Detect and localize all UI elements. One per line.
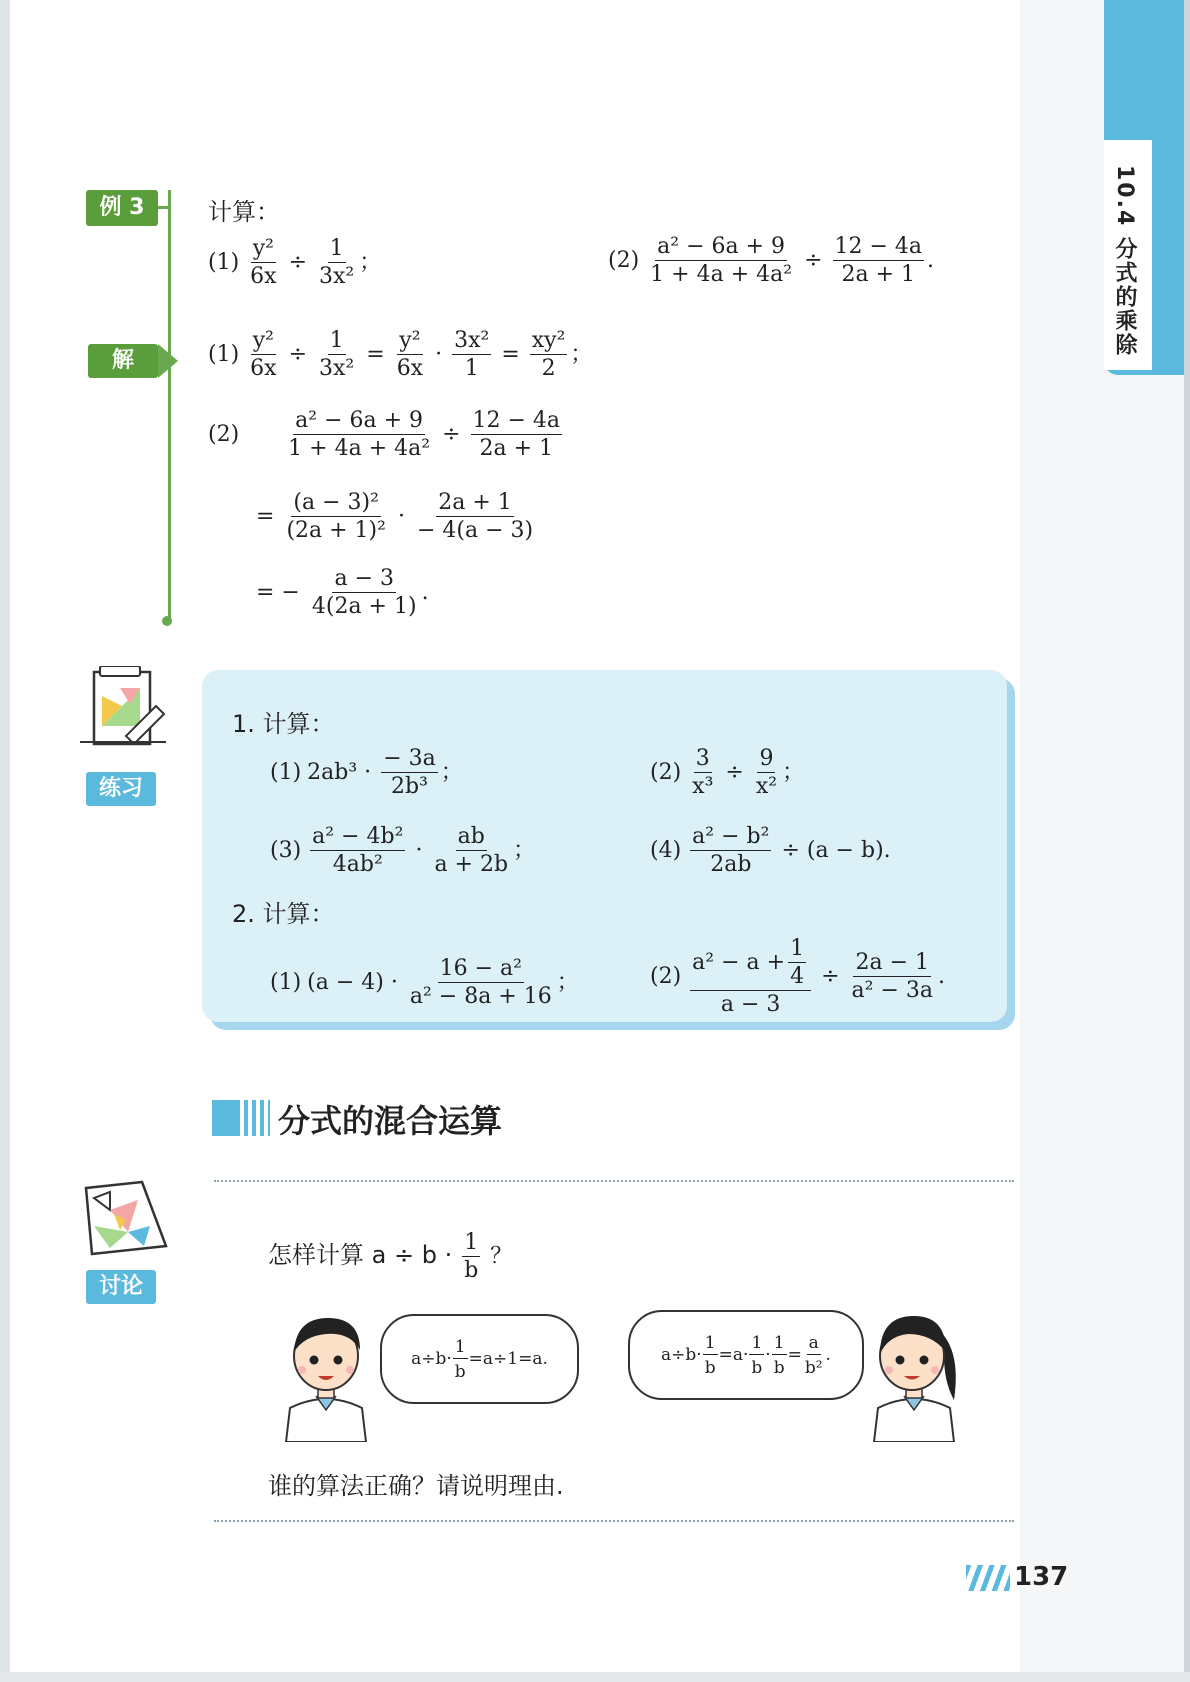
complex-fraction: a² − a + $\frac{1}{4}$ a − 3 <box>690 938 811 1016</box>
page-number-bars <box>966 1565 1010 1591</box>
fraction: $\frac{\text{3x²}}{1}$ <box>454 328 490 381</box>
fraction: $\frac{\text{y²}}{6x}$ <box>250 236 277 289</box>
fraction: $\frac{\text{y²}}{6x}$ <box>396 328 424 381</box>
section-title: 分式的混合运算 <box>278 1102 503 1140</box>
discussion-question: 怎样计算 a ÷ b · $\frac{1}{b}$ ？ <box>268 1230 513 1283</box>
page-right-edge <box>1184 0 1190 1682</box>
example-rule-line <box>168 190 171 622</box>
example-problem-1: (1) $\frac{\text{y²}}{6x}$ ÷ $\frac{1}{\text{3x²}}$ ； <box>208 236 382 289</box>
fraction: $\frac{1}{\text{3x²}}$ <box>319 328 355 381</box>
fraction: $\frac{1}{b}$ <box>773 1332 785 1378</box>
boy-answer: a÷b· $\frac{1}{b}$ =a÷1=a. <box>411 1336 548 1382</box>
fraction: $\frac{\text{a² − 6a + 9}}{\text{1 + 4a + 4a²}}$ <box>288 408 431 461</box>
fraction: $\frac{9}{\text{x²}}$ <box>755 746 778 799</box>
example-badge: 例 3 <box>86 190 158 226</box>
fraction: $\frac{a}{\text{b²}}$ <box>804 1332 823 1378</box>
discussion-tag: 讨论 <box>86 1270 156 1304</box>
fraction: $\frac{\text{y²}}{6x}$ <box>250 328 277 381</box>
fraction: $\frac{1}{\text{3x²}}$ <box>319 236 355 289</box>
fraction: $\frac{\text{a² − 6a + 9}}{\text{1 + 4a + 4a²}}$ <box>650 234 793 287</box>
page-number: 137 <box>1014 1562 1069 1592</box>
discussion-icon <box>80 1176 170 1258</box>
fraction: $\frac{\text{xy²}}{2}$ <box>531 328 566 381</box>
boy-speech-bubble <box>380 1314 579 1404</box>
example-intro: 计算： <box>208 198 280 226</box>
practice-q1-item-4: (4) $\frac{\text{a² − b²}}{2ab}$ ÷ (a − b). <box>650 824 891 877</box>
solution-badge: 解 <box>88 344 158 378</box>
divide-sign: ÷ <box>804 248 823 273</box>
fraction: $\frac{12 - 4a}{2a + 1}$ <box>472 408 561 461</box>
page-left-shadow <box>0 0 10 1682</box>
practice-q2-item-2: (2) a² − a + $\frac{1}{4}$ a − 3 ÷ $\frac{2a - 1}{\text{a² − 3a}}$ . <box>650 936 945 1017</box>
section-divider-top <box>214 1180 1014 1182</box>
chapter-side-label: 10.4 分式的乘除 <box>1112 165 1137 357</box>
solution-step-2-factor: = $\frac{\text{(a − 3)²}}{\text{(2a + 1)²}}$ · $\frac{2a + 1}{- 4(a - 3)}$ <box>256 490 534 543</box>
fraction: $\frac{\text{16 − a²}}{\text{a² − 8a + 16}}$ <box>409 956 552 1009</box>
fraction: $\frac{3}{\text{x³}}$ <box>692 746 714 799</box>
fraction: $\frac{\text{a² − b²}}{2ab}$ <box>692 824 770 877</box>
fraction: $\frac{12 - 4a}{2a + 1}$ <box>834 234 923 287</box>
example-rule-end-dot <box>162 616 172 626</box>
solution-step-2: (2) $\frac{\text{a² − 6a + 9}}{\text{1 + 4a + 4a²}}$ ÷ $\frac{12 - 4a}{2a + 1}$ <box>208 408 561 461</box>
practice-q1-title: 1. 计算： <box>232 710 335 738</box>
section-divider-bottom <box>214 1520 1014 1522</box>
girl-answer: a÷b· $\frac{1}{b}$ =a· $\frac{1}{b}$ · $\frac{1}{b}$ = $\frac{a}{\text{b²}}$ . <box>661 1332 831 1378</box>
fraction: $\frac{\text{(a − 3)²}}{\text{(2a + 1)²}}$ <box>286 490 386 543</box>
solution-arrow-icon <box>158 344 178 378</box>
divide-sign: ÷ <box>288 250 308 275</box>
solution-step-2-result: = − $\frac{a - 3}{4(2a + 1)}$ . <box>256 566 429 619</box>
problem-label: (1) <box>208 250 240 275</box>
section-marker <box>212 1100 240 1136</box>
fraction: $\frac{1}{b}$ <box>454 1336 466 1382</box>
fraction: $\frac{1}{4}$ <box>790 936 805 989</box>
problem-label: (1) <box>208 342 240 367</box>
fraction: $\frac{ab}{a + 2b}$ <box>434 824 509 877</box>
girl-speech-bubble <box>628 1310 864 1400</box>
practice-q1-item-2: (2) $\frac{3}{\text{x³}}$ ÷ $\frac{9}{\text{x²}}$ ； <box>650 746 805 799</box>
page-bottom-edge <box>0 1672 1190 1682</box>
example-rule-tick <box>156 206 170 209</box>
practice-q2-item-1: (1) (a − 4) · $\frac{\text{16 − a²}}{\text{a² − 8a + 16}}$ ； <box>270 956 579 1009</box>
fraction: $\frac{1}{b}$ <box>751 1332 763 1378</box>
example-problem-2: (2) $\frac{\text{a² − 6a + 9}}{\text{1 + 4a + 4a²}}$ ÷ $\frac{12 - 4a}{2a + 1}$ . <box>608 234 935 287</box>
fraction: $\frac{1}{b}$ <box>464 1230 479 1283</box>
fraction: $\frac{1}{b}$ <box>704 1332 716 1378</box>
fraction: $\frac{2a - 1}{\text{a² − 3a}}$ <box>851 950 933 1003</box>
practice-q1-item-3: (3) $\frac{\text{a² − 4b²}}{\text{4ab²}}$ · $\frac{ab}{a + 2b}$ ； <box>270 824 536 877</box>
solution-step-1: (1) $\frac{\text{y²}}{6x}$ ÷ $\frac{1}{\text{3x²}}$ = $\frac{\text{y²}}{6x}$ · $\frac{\text{3x²}}{1}$ = $\frac{\text{xy²}}{2}$ ； <box>208 328 593 381</box>
fraction: $\frac{a - 3}{4(2a + 1)}$ <box>311 566 417 619</box>
section-marker-bars <box>244 1100 270 1136</box>
practice-q1-item-1: (1) 2ab³ · $\frac{- 3a}{\text{2b³}}$ ； <box>270 746 463 799</box>
problem-label: (2) <box>608 248 640 273</box>
girl-character <box>864 1296 964 1442</box>
fraction: $\frac{2a + 1}{- 4(a - 3)}$ <box>416 490 534 543</box>
problem-label: (2) <box>208 422 240 447</box>
fraction: $\frac{\text{a² − 4b²}}{\text{4ab²}}$ <box>312 824 404 877</box>
practice-tag: 练习 <box>86 772 156 806</box>
discussion-followup: 谁的算法正确？请说明理由. <box>268 1472 564 1500</box>
practice-q2-title: 2. 计算： <box>232 900 335 928</box>
fraction: $\frac{- 3a}{\text{2b³}}$ <box>383 746 436 799</box>
boy-character <box>276 1300 376 1442</box>
practice-icon <box>80 666 170 752</box>
